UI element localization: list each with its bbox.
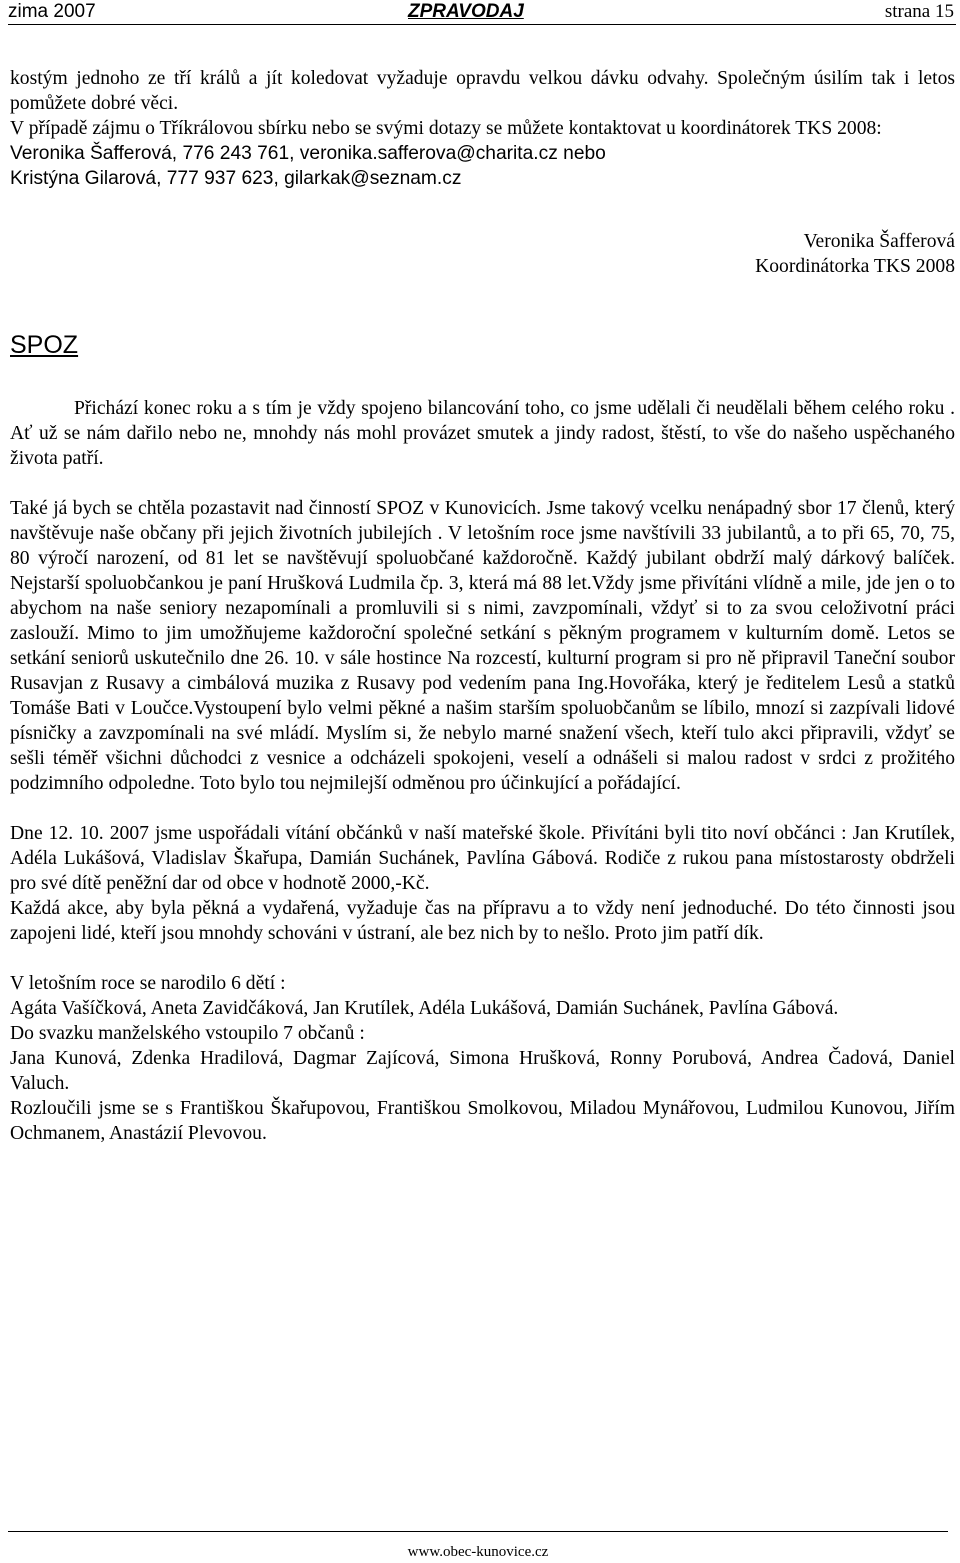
marriage-heading: Do svazku manželského vstoupilo 7 občanů : — [10, 1023, 365, 1044]
section-title-spoz: SPOZ — [10, 331, 79, 359]
births-heading: V letošním roce se narodilo 6 dětí : — [10, 973, 286, 994]
spoz-paragraph-4: Každá akce, aby byla pěkná a vydařená, vyžaduje čas na přípravu a to vždy není jednoduché. Do této činnosti jsou zapojeni lidé, kteří jsou mnohdy schováni v ústraní, ale bez nich by to nešlo. Proto jim patří dík. — [10, 898, 955, 944]
spoz-paragraph-1: Přichází konec roku a s tím je vždy spojeno bilancování toho, co jsme udělali či neudělali během celého roku . Ať už se nám dařilo nebo ne, mnohdy nás mohl provázet smutek a jindy radost, štěstí, to vše do našeho uspěchaného života patří. — [10, 398, 955, 469]
page-header — [8, 0, 956, 25]
page-footer — [8, 1531, 948, 1562]
tks-paragraph-2: V případě zájmu o Tříkrálovou sbírku nebo se svými dotazy se můžete kontaktovat u koordinátorek TKS 2008: — [10, 118, 882, 139]
tks-signature-role: Koordinátorka TKS 2008 — [755, 256, 955, 277]
marriage-names: Jana Kunová, Zdenka Hradilová, Dagmar Zajícová, Simona Hrušková, Ronny Porubová, Andrea Čadová, Daniel Valuch. — [10, 1048, 955, 1094]
footer-url: www.obec-kunovice.cz — [407, 1544, 549, 1560]
header-page-number: strana 15 — [884, 1, 954, 22]
header-season: zima 2007 — [8, 1, 96, 22]
article-body — [10, 66, 955, 1146]
spoz-paragraph-3: Dne 12. 10. 2007 jsme uspořádali vítání občánků v naší mateřské škole. Přivítáni byli tito noví občánci : Jan Krutílek, Adéla Lukášová, Vladislav Škařupa, Damián Suchánek, Pavlína Gábová. Rodiče z rukou pana místostarosty obdrželi pro své dítě peněžní dar od obce v hodnotě 2000,-Kč. — [10, 823, 955, 894]
header-title: ZPRAVODAJ — [408, 1, 524, 22]
tks-contact-2: Kristýna Gilarová, 777 937 623, gilarkak@seznam.cz — [10, 168, 462, 189]
farewell-paragraph: Rozloučili jsme se s Františkou Škařupovou, Františkou Smolkovou, Miladou Mynářovou, Ludmilou Kunovou, Jiřím Ochmanem, Anastázií Plevovou. — [10, 1098, 955, 1144]
tks-signature-name: Veronika Šafferová — [803, 231, 955, 252]
births-names: Agáta Vašíčková, Aneta Zavidčáková, Jan Krutílek, Adéla Lukášová, Damián Suchánek, Pavlína Gábová. — [10, 998, 839, 1019]
tks-contact-1: Veronika Šafferová, 776 243 761, veronika.safferova@charita.cz nebo — [10, 143, 606, 164]
tks-paragraph-1: kostým jednoho ze tří králů a jít koledovat vyžaduje opravdu velkou dávku odvahy. Společným úsilím tak i letos pomůžete dobré věci. — [10, 68, 955, 114]
spoz-paragraph-2: Také já bych se chtěla pozastavit nad činností SPOZ v Kunovicích. Jsme takový vcelku nenápadný sbor 17 členů, který navštěvuje naše občany při jejich životních jubilejích . V letošním roce jsme navštívili 33 jubilantů, a to při 65, 70, 75, 80 výročí narození, od 81 let se navštěvují spoluobčané každoročně. Každý jubilant obdrží malý dárkový balíček. Nejstarší spoluobčankou je paní Hrušková Ludmila čp. 3, která má 88 let.Vždy jsme přivítáni vlídně a mile, jde jen o to abychom na naše seniory nezapomínali a promluvili si s nimi, zavzpomínali, vždyť si to za svou celoživotní práci zaslouží. Mimo to jim umožňujeme každoroční společné setkání s pěkným programem v kulturním domě. Letos se setkání seniorů uskutečnilo dne 26. 10. v sále hostince Na rozcestí, kulturní program si pro ně připravil Taneční soubor Rusavjan z Rusavy a cimbálová muzika z Rusavy pod vedením pana Ing.Hovořáka, který je ředitelem Lesů a statků Tomáše Bati v Loučce.Vystoupení bylo velmi pěkné a našim starším spoluobčanům se líbilo, mnozí si zazpívali lidové písničky a zavzpomínali na své mládí. Myslím si, že nebylo marné snažení všech, kteří tulo akci připravili, vždyť se sešli téměř všichni důchodci z vesnice a odcházeli spokojeni, veselí a odnášeli si malou radost v srdci z prožitého podzimního odpoledne. Toto bylo tou nejmilejší odměnou pro účinkující a pořádající. — [10, 498, 955, 794]
